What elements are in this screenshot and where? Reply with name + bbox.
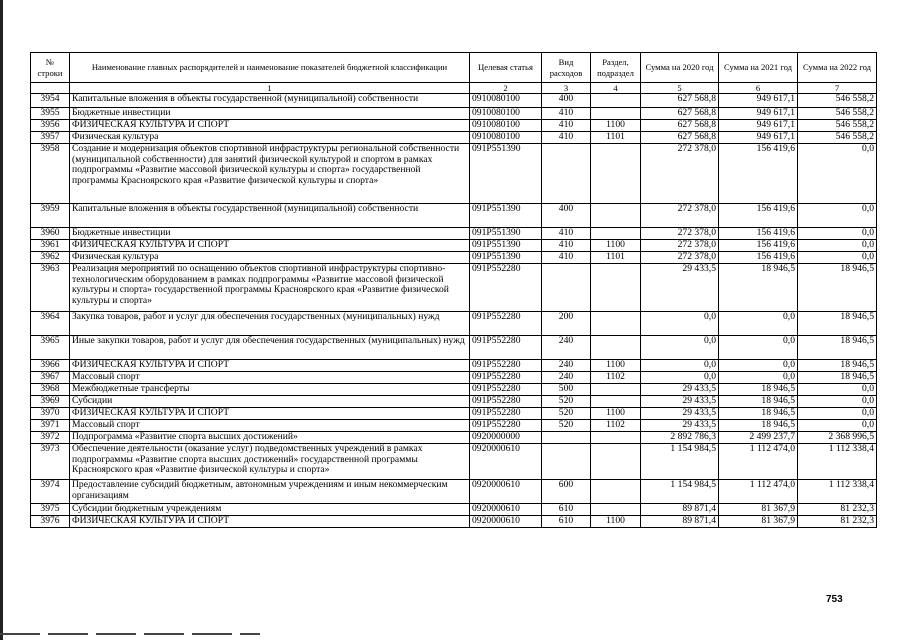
row-name: ФИЗИЧЕСКАЯ КУЛЬТУРА И СПОРТ (70, 120, 470, 132)
row-name: Закупка товаров, работ и услуг для обеспечения государственных (муниципальных) нужд (70, 312, 470, 336)
sum-2020: 272 378,0 (641, 240, 719, 252)
sum-2021: 18 946,5 (719, 396, 798, 408)
sum-2022: 1 112 338,4 (798, 444, 877, 480)
row-name: Массовый спорт (70, 372, 470, 384)
sum-2020: 272 378,0 (641, 252, 719, 264)
sum-2020: 0,0 (641, 336, 719, 360)
expense-type: 410 (542, 252, 591, 264)
sum-2020: 627 568,8 (641, 132, 719, 144)
section-code: 1101 (591, 252, 641, 264)
expense-type: 520 (542, 396, 591, 408)
table-row (31, 396, 877, 408)
sum-2022: 546 558,2 (798, 94, 877, 108)
expense-type: 410 (542, 240, 591, 252)
target-article: 0910080100 (470, 132, 542, 144)
table-row (31, 108, 877, 120)
row-number: 3954 (31, 94, 70, 108)
header-sum-2021: Сумма на 2021 год (719, 53, 798, 83)
row-number: 3956 (31, 120, 70, 132)
expense-type (542, 444, 591, 480)
row-name: Обеспечение деятельности (оказание услуг) подведомственных учреждений в рамках подпрограммы «Развитие спорта высших достижений» государственной программы Красноярского края «Развитие физической культуры и спорта» (70, 444, 470, 480)
section-code (591, 108, 641, 120)
sum-2022: 0,0 (798, 408, 877, 420)
section-code (591, 384, 641, 396)
expense-type: 520 (542, 408, 591, 420)
expense-type: 400 (542, 204, 591, 228)
table-body (31, 94, 877, 528)
sum-2020: 29 433,5 (641, 264, 719, 312)
row-number: 3962 (31, 252, 70, 264)
column-number: 5 (641, 83, 719, 94)
row-name: Физическая культура (70, 252, 470, 264)
header-row-no: № строки (31, 53, 70, 83)
sum-2022: 0,0 (798, 204, 877, 228)
table-row (31, 444, 877, 480)
table-row (31, 504, 877, 516)
target-article: 091P551390 (470, 228, 542, 240)
sum-2021: 2 499 237,7 (719, 432, 798, 444)
expense-type: 520 (542, 420, 591, 432)
row-name: Подпрограмма «Развитие спорта высших достижений» (70, 432, 470, 444)
sum-2020: 1 154 984,5 (641, 444, 719, 480)
sum-2020: 29 433,5 (641, 396, 719, 408)
table-row (31, 252, 877, 264)
row-number: 3957 (31, 132, 70, 144)
sum-2020: 272 378,0 (641, 228, 719, 240)
target-article: 0910080100 (470, 94, 542, 108)
sum-2022: 18 946,5 (798, 360, 877, 372)
expense-type: 240 (542, 372, 591, 384)
header-row (31, 53, 877, 83)
target-article: 091P552280 (470, 336, 542, 360)
row-number: 3966 (31, 360, 70, 372)
table-row (31, 360, 877, 372)
section-code: 1100 (591, 516, 641, 528)
table-row (31, 240, 877, 252)
header-sum-2020: Сумма на 2020 год (641, 53, 719, 83)
sum-2022: 18 946,5 (798, 312, 877, 336)
table-row (31, 228, 877, 240)
row-number: 3959 (31, 204, 70, 228)
sum-2021: 1 112 474,0 (719, 444, 798, 480)
expense-type: 410 (542, 228, 591, 240)
target-article: 091P551390 (470, 252, 542, 264)
table-row (31, 516, 877, 528)
table-row (31, 204, 877, 228)
section-code (591, 264, 641, 312)
sum-2021: 0,0 (719, 312, 798, 336)
sum-2022: 0,0 (798, 396, 877, 408)
column-number: 2 (470, 83, 542, 94)
row-number: 3975 (31, 504, 70, 516)
expense-type: 400 (542, 94, 591, 108)
sum-2020: 29 433,5 (641, 408, 719, 420)
expense-type: 240 (542, 336, 591, 360)
row-name: Субсидии бюджетным учреждениям (70, 504, 470, 516)
row-number: 3969 (31, 396, 70, 408)
sum-2022: 0,0 (798, 384, 877, 396)
sum-2021: 81 367,9 (719, 516, 798, 528)
sum-2021: 156 419,6 (719, 252, 798, 264)
page-edge (0, 0, 3, 640)
table-row (31, 480, 877, 504)
table-row (31, 264, 877, 312)
sum-2021: 0,0 (719, 372, 798, 384)
row-number: 3976 (31, 516, 70, 528)
sum-2022: 81 232,3 (798, 504, 877, 516)
sum-2022: 18 946,5 (798, 372, 877, 384)
header-target: Целевая статья (470, 53, 542, 83)
sum-2020: 627 568,8 (641, 120, 719, 132)
sum-2022: 1 112 338,4 (798, 480, 877, 504)
row-number: 3961 (31, 240, 70, 252)
expense-type: 610 (542, 504, 591, 516)
header-sum-2022: Сумма на 2022 год (798, 53, 877, 83)
sum-2022: 0,0 (798, 144, 877, 204)
sum-2021: 81 367,9 (719, 504, 798, 516)
target-article: 091P552280 (470, 420, 542, 432)
expense-type (542, 432, 591, 444)
sum-2021: 18 946,5 (719, 264, 798, 312)
table-row (31, 94, 877, 108)
target-article: 091P552280 (470, 360, 542, 372)
section-code (591, 312, 641, 336)
target-article: 0920000610 (470, 444, 542, 480)
row-name: ФИЗИЧЕСКАЯ КУЛЬТУРА И СПОРТ (70, 240, 470, 252)
table-row (31, 144, 877, 204)
sum-2020: 272 378,0 (641, 144, 719, 204)
target-article: 0920000610 (470, 480, 542, 504)
sum-2022: 18 946,5 (798, 264, 877, 312)
target-article: 091P551390 (470, 204, 542, 228)
row-name: ФИЗИЧЕСКАЯ КУЛЬТУРА И СПОРТ (70, 516, 470, 528)
sum-2021: 18 946,5 (719, 420, 798, 432)
sum-2021: 0,0 (719, 360, 798, 372)
column-number: 7 (798, 83, 877, 94)
section-code (591, 144, 641, 204)
sum-2020: 2 892 786,3 (641, 432, 719, 444)
expense-type: 240 (542, 360, 591, 372)
target-article: 091P552280 (470, 408, 542, 420)
sum-2021: 156 419,6 (719, 228, 798, 240)
sum-2021: 0,0 (719, 336, 798, 360)
column-number: 1 (70, 83, 470, 94)
row-number: 3967 (31, 372, 70, 384)
sum-2022: 0,0 (798, 228, 877, 240)
row-name: Капитальные вложения в объекты государственной (муниципальной) собственности (70, 204, 470, 228)
sum-2022: 0,0 (798, 240, 877, 252)
row-number: 3973 (31, 444, 70, 480)
target-article: 0920000000 (470, 432, 542, 444)
section-code: 1101 (591, 132, 641, 144)
column-number: 6 (719, 83, 798, 94)
row-number: 3968 (31, 384, 70, 396)
scan-artifact-line (0, 633, 260, 635)
table-row (31, 372, 877, 384)
row-number: 3964 (31, 312, 70, 336)
expense-type: 410 (542, 120, 591, 132)
target-article: 0920000610 (470, 516, 542, 528)
column-number (31, 83, 70, 94)
section-code (591, 204, 641, 228)
row-name: Предоставление субсидий бюджетным, автономным учреждениям и иным некоммерческим организациям (70, 480, 470, 504)
row-name: ФИЗИЧЕСКАЯ КУЛЬТУРА И СПОРТ (70, 360, 470, 372)
section-code: 1102 (591, 372, 641, 384)
column-number: 3 (542, 83, 591, 94)
expense-type (542, 144, 591, 204)
section-code: 1102 (591, 420, 641, 432)
column-number-row (31, 83, 877, 94)
table-row (31, 420, 877, 432)
row-number: 3958 (31, 144, 70, 204)
sum-2021: 949 617,1 (719, 132, 798, 144)
table-row (31, 432, 877, 444)
sum-2020: 1 154 984,5 (641, 480, 719, 504)
target-article: 091P552280 (470, 264, 542, 312)
target-article: 091P551390 (470, 144, 542, 204)
sum-2022: 0,0 (798, 420, 877, 432)
table-row (31, 120, 877, 132)
sum-2022: 2 368 996,5 (798, 432, 877, 444)
sum-2020: 272 378,0 (641, 204, 719, 228)
row-number: 3972 (31, 432, 70, 444)
column-number: 4 (591, 83, 641, 94)
table-row (31, 132, 877, 144)
target-article: 0920000610 (470, 504, 542, 516)
sum-2020: 89 871,4 (641, 516, 719, 528)
expense-type: 200 (542, 312, 591, 336)
table-row (31, 384, 877, 396)
section-code (591, 480, 641, 504)
sum-2022: 0,0 (798, 252, 877, 264)
sum-2020: 627 568,8 (641, 108, 719, 120)
row-name: Создание и модернизация объектов спортивной инфраструктуры региональной собственности (муниципальной собственности) для занятий физической культурой и спортом в рамках подпрограммы «Развитие массовой физической культуры и спорта» государственной программы Красноярского края «Развитие физической культуры и спорта» (70, 144, 470, 204)
expense-type: 410 (542, 132, 591, 144)
expense-type: 410 (542, 108, 591, 120)
sum-2020: 0,0 (641, 312, 719, 336)
row-name: Иные закупки товаров, работ и услуг для обеспечения государственных (муниципальных) нужд (70, 336, 470, 360)
sum-2022: 546 558,2 (798, 120, 877, 132)
sum-2022: 546 558,2 (798, 108, 877, 120)
row-name: Реализация мероприятий по оснащению объектов спортивной инфраструктуры спортивно-технологическим оборудованием в рамках подпрограммы «Развитие массовой физической культуры и спорта» государственной программы Красноярского края «Развитие физической культуры и спорта» (70, 264, 470, 312)
section-code (591, 228, 641, 240)
row-number: 3970 (31, 408, 70, 420)
budget-table (30, 52, 877, 528)
target-article: 091P551390 (470, 240, 542, 252)
section-code (591, 94, 641, 108)
target-article: 0910080100 (470, 120, 542, 132)
expense-type: 500 (542, 384, 591, 396)
sum-2020: 627 568,8 (641, 94, 719, 108)
page-number: 753 (826, 594, 843, 605)
header-name: Наименование главных распорядителей и наименование показателей бюджетной классификации (70, 53, 470, 83)
sum-2022: 546 558,2 (798, 132, 877, 144)
sum-2020: 29 433,5 (641, 384, 719, 396)
sum-2021: 156 419,6 (719, 240, 798, 252)
target-article: 091P552280 (470, 384, 542, 396)
sum-2021: 156 419,6 (719, 144, 798, 204)
target-article: 091P552280 (470, 396, 542, 408)
row-number: 3963 (31, 264, 70, 312)
row-name: Бюджетные инвестиции (70, 228, 470, 240)
table-row (31, 312, 877, 336)
sum-2021: 949 617,1 (719, 108, 798, 120)
section-code: 1100 (591, 120, 641, 132)
target-article: 0910080100 (470, 108, 542, 120)
table-row (31, 336, 877, 360)
row-name: Бюджетные инвестиции (70, 108, 470, 120)
sum-2021: 156 419,6 (719, 204, 798, 228)
target-article: 091P552280 (470, 312, 542, 336)
section-code (591, 336, 641, 360)
sum-2021: 949 617,1 (719, 120, 798, 132)
sum-2020: 29 433,5 (641, 420, 719, 432)
section-code: 1100 (591, 360, 641, 372)
sum-2021: 18 946,5 (719, 408, 798, 420)
target-article: 091P552280 (470, 372, 542, 384)
sum-2020: 0,0 (641, 360, 719, 372)
sum-2022: 18 946,5 (798, 336, 877, 360)
row-number: 3955 (31, 108, 70, 120)
row-number: 3974 (31, 480, 70, 504)
expense-type: 610 (542, 516, 591, 528)
row-name: Массовый спорт (70, 420, 470, 432)
row-name: Капитальные вложения в объекты государственной (муниципальной) собственности (70, 94, 470, 108)
sum-2021: 949 617,1 (719, 94, 798, 108)
row-name: Межбюджетные трансферты (70, 384, 470, 396)
row-name: Субсидии (70, 396, 470, 408)
section-code (591, 396, 641, 408)
row-number: 3965 (31, 336, 70, 360)
section-code: 1100 (591, 240, 641, 252)
section-code: 1100 (591, 408, 641, 420)
row-number: 3960 (31, 228, 70, 240)
row-name: Физическая культура (70, 132, 470, 144)
expense-type: 600 (542, 480, 591, 504)
expense-type (542, 264, 591, 312)
sum-2021: 1 112 474,0 (719, 480, 798, 504)
table-row (31, 408, 877, 420)
sum-2020: 0,0 (641, 372, 719, 384)
header-expense-type: Вид расходов (542, 53, 591, 83)
row-number: 3971 (31, 420, 70, 432)
section-code (591, 444, 641, 480)
sum-2021: 18 946,5 (719, 384, 798, 396)
sum-2020: 89 871,4 (641, 504, 719, 516)
section-code (591, 504, 641, 516)
sum-2022: 81 232,3 (798, 516, 877, 528)
row-name: ФИЗИЧЕСКАЯ КУЛЬТУРА И СПОРТ (70, 408, 470, 420)
header-section: Раздел, подраздел (591, 53, 641, 83)
section-code (591, 432, 641, 444)
